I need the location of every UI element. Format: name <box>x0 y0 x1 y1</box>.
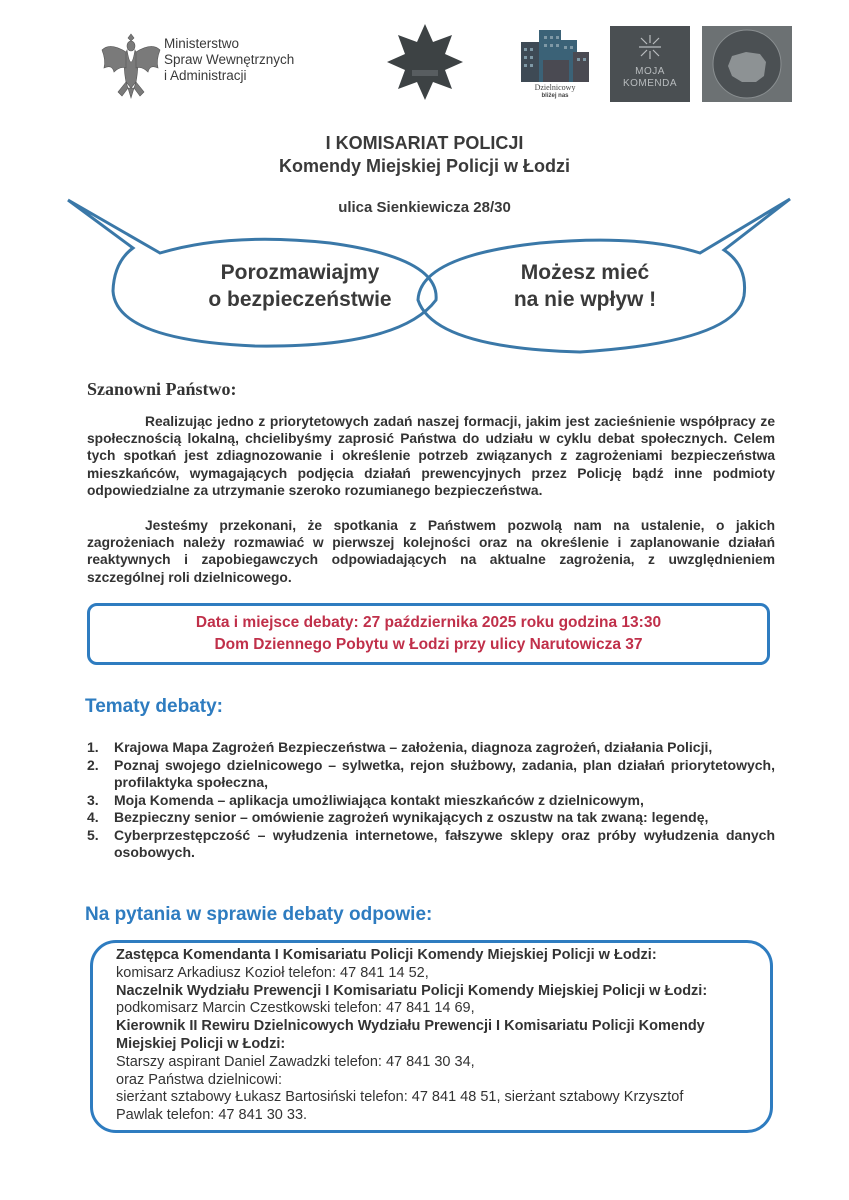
left-bubble-line-2: o bezpieczeństwie <box>208 288 392 311</box>
topic-text: Poznaj swojego dzielnicowego – sylwetka, rejon służbowy, zadania, plan działań priorytetowych, profilaktyka społeczna, <box>114 756 775 790</box>
paragraph-2 <box>87 517 775 586</box>
polish-eagle-icon <box>100 30 162 100</box>
ministry-name <box>164 36 294 84</box>
station-address: ulica Sienkiewicza 28/30 <box>338 199 511 216</box>
komenda-text: KOMENDA <box>622 78 678 89</box>
right-bubble-line-2: na nie wpływ ! <box>513 288 657 311</box>
topic-number: 1. <box>87 739 99 755</box>
ministry-line-2: Spraw Wewnętrznych <box>164 52 295 67</box>
ministry-line-1: Ministerstwo <box>164 36 240 51</box>
moja-text: MOJA <box>635 66 665 77</box>
topic-number: 2. <box>87 756 99 773</box>
dzielnicowy-caption-1: Dzielnicowy <box>534 83 576 92</box>
contact-person: Starszy aspirant Daniel Zawadzki telefon: 47 841 30 34, <box>116 1053 475 1070</box>
topic-text: Cyberprzestępczość – wyłudzenia internetowe, fałszywe sklepy oraz próby wyłudzenia danych osobowych. <box>114 826 775 860</box>
topic-text: Krajowa Mapa Zagrożeń Bezpieczeństwa – założenia, diagnoza zagrożeń, działania Policji, <box>114 739 713 755</box>
paragraph-1 <box>87 413 775 499</box>
right-bubble-line-1: Możesz mieć <box>520 261 650 284</box>
left-bubble-line-1: Porozmawiajmy <box>220 261 380 284</box>
topics-list <box>87 739 775 862</box>
topic-text: Moja Komenda – aplikacja umożliwiająca kontakt mieszkańców z dzielnicowym, <box>114 791 644 808</box>
map-seal-logo <box>702 26 792 102</box>
contact-role: Naczelnik Wydziału Prewencji I Komisariatu Policji Komendy Miejskiej Policji w Łodzi: <box>116 982 708 999</box>
contact-person: Pawlak telefon: 47 841 30 33. <box>116 1107 308 1124</box>
contact-role: Kierownik II Rewiru Dzielnicowych Wydziału Prewencji I Komisariatu Policji Komendy <box>116 1018 705 1035</box>
greeting: Szanowni Państwo: <box>87 379 237 399</box>
topic-item <box>87 757 775 792</box>
topic-number: 4. <box>87 809 99 825</box>
sunburst-icon <box>638 34 662 60</box>
event-details-box <box>87 603 770 665</box>
paragraph-1-text: Realizując jedno z priorytetowych zadań naszej formacji, jakim jest zacieśnienie współpracy ze społecznością lokalną, chcielibyśmy zaprosić Państwa do udziału w cyklu debat społecznych. Celem tych spotkań jest zdiagnozowanie i określenie potrzeb związanych z zagrożeniami bezpieczeństwa mieszkańców, wymagających podjęcia działań prewencyjnych przez Policję bądź inne podmioty odpowiedzialne za utrzymanie szeroko rozumianego bezpieczeństwa. <box>87 414 775 498</box>
topic-text: Bezpieczny senior – omówienie zagrożeń wynikających z oszustw na tak zwaną: legendę, <box>114 809 709 825</box>
topic-item <box>87 827 775 862</box>
police-star-icon <box>375 22 475 102</box>
poland-map-seal-icon <box>702 26 792 102</box>
topic-number: 3. <box>87 791 99 808</box>
topic-number: 5. <box>87 826 99 843</box>
event-date: Data i miejsce debaty: 27 października 2025 roku godzina 13:30 <box>195 614 662 631</box>
dzielnicowy-caption <box>515 84 595 100</box>
right-bubble-text <box>470 259 700 313</box>
contact-person: sierżant sztabowy Łukasz Bartosiński telefon: 47 841 48 51, sierżant sztabowy Krzysztof <box>116 1089 684 1106</box>
station-subtitle: Komendy Miejskiej Policji w Łodzi <box>278 156 571 176</box>
event-location: Dom Dziennego Pobytu w Łodzi przy ulicy Narutowicza 37 <box>214 636 643 653</box>
topic-item <box>87 809 775 827</box>
topics-heading: Tematy debaty: <box>85 696 223 717</box>
contact-person: podkomisarz Marcin Czestkowski telefon: 47 841 14 69, <box>116 1000 475 1017</box>
buildings-icon <box>515 26 595 82</box>
dzielnicowy-caption-2: bliżej nas <box>541 93 569 99</box>
topic-item <box>87 792 775 810</box>
topic-item <box>87 739 775 757</box>
ministry-line-3: i Administracji <box>164 68 247 83</box>
dzielnicowy-logo <box>515 26 595 106</box>
contact-person: komisarz Arkadiusz Kozioł telefon: 47 841 14 52, <box>116 964 429 981</box>
left-bubble-text <box>170 259 430 313</box>
contact-role: Miejskiej Policji w Łodzi: <box>116 1035 286 1052</box>
moja-komenda-text <box>610 66 690 90</box>
contact-role: Zastępca Komendanta I Komisariatu Policji Komendy Miejskiej Policji w Łodzi: <box>116 947 657 963</box>
ministry-logo <box>100 30 330 100</box>
contacts-list <box>116 947 766 1125</box>
station-title: I KOMISARIAT POLICJI <box>325 133 524 153</box>
contact-note: oraz Państwa dzielnicowi: <box>116 1071 283 1088</box>
contacts-heading: Na pytania w sprawie debaty odpowie: <box>85 904 433 925</box>
moja-komenda-logo <box>610 26 690 102</box>
paragraph-2-text: Jesteśmy przekonani, że spotkania z Państwem pozwolą nam na ustalenie, o jakich zagrożeniach należy rozmawiać w pierwszej kolejności oraz na określenie i zaplanowanie działań reaktywnych i zapobiegawczych odpowiadających na aktualne zagrożenia, z uwzględnieniem szczególnej roli dzielnicowego. <box>87 518 775 585</box>
